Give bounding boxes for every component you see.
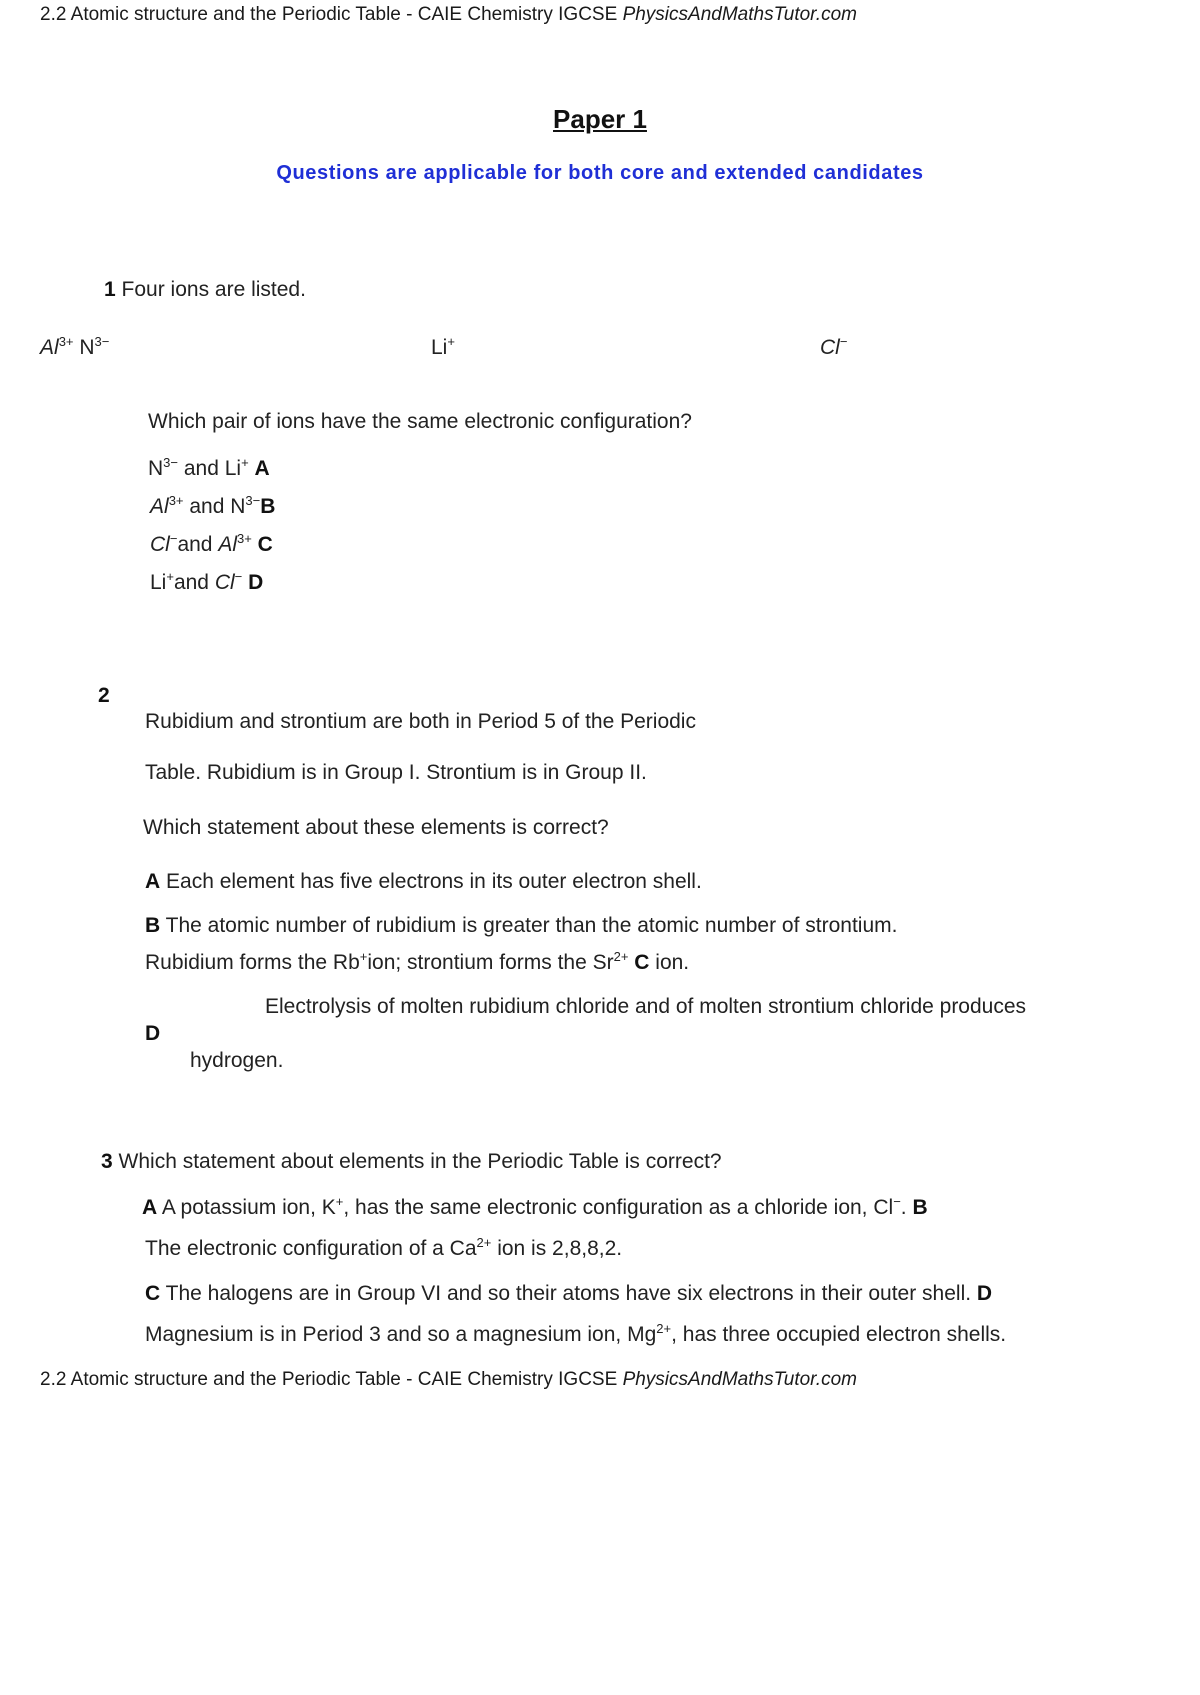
- q3-number: 3: [101, 1150, 113, 1173]
- q2-opt-a-letter: A: [145, 870, 161, 893]
- q1-stem-line: [104, 278, 306, 302]
- q3-opt-b-pre: The electronic configuration of a Ca: [145, 1237, 477, 1260]
- opt-b-ion1: Al: [150, 495, 169, 518]
- q3-question-line: [101, 1150, 722, 1174]
- q3-option-b: [145, 1237, 622, 1261]
- q2-option-d-letter: [145, 1022, 160, 1046]
- opt-c-ion2: Al: [218, 533, 237, 556]
- q1-ion-al: [40, 336, 109, 360]
- ion-n-base: N: [79, 336, 95, 359]
- opt-a-letter: A: [254, 457, 270, 480]
- opt-b-ion2-charge: 3−: [245, 493, 261, 508]
- q2-opt-a-text: Each element has five electrons in its outer electron shell.: [166, 870, 702, 893]
- q1-ion-li: [431, 336, 455, 360]
- ion-al-base: Al: [40, 336, 59, 359]
- opt-d-ion2: Cl: [214, 571, 235, 594]
- q2-line1: Rubidium and strontium are both in Period 5 of the Periodic: [145, 710, 696, 733]
- q3-opt-a-post: .: [900, 1196, 907, 1219]
- q3-opt-a-mid: , has the same electronic configuration as a chloride ion, Cl: [343, 1196, 894, 1219]
- ion-li-charge: +: [447, 334, 455, 349]
- q2-opt-c-mid: ion; strontium forms the Sr: [367, 951, 614, 974]
- q2-option-c: [145, 951, 689, 975]
- q3-option-d: [145, 1323, 1006, 1347]
- q1-option-a: [148, 457, 270, 481]
- q3-opt-b-letter: B: [912, 1196, 928, 1219]
- opt-a-ion1: N: [148, 457, 164, 480]
- opt-a-ion2: Li: [224, 457, 242, 480]
- q3-opt-b-charge: 2+: [476, 1235, 492, 1250]
- q2-question: Which statement about these elements is correct?: [143, 816, 609, 839]
- q2-opt-c-post: ion.: [655, 951, 690, 974]
- q3-opt-c-text: The halogens are in Group VI and so their atoms have six electrons in their outer shell.: [165, 1282, 972, 1305]
- q2-opt-b-letter: B: [145, 914, 161, 937]
- q2-number: [98, 684, 110, 708]
- q2-option-d-line2: hydrogen.: [190, 1049, 284, 1072]
- q2-opt-d-letter-text: D: [145, 1022, 161, 1045]
- q2-option-a: [145, 870, 702, 894]
- ion-cl-base: Cl: [820, 336, 840, 359]
- q2-option-d-line1: Electrolysis of molten rubidium chloride and of molten strontium chloride produces: [265, 995, 1027, 1018]
- opt-c-letter: C: [257, 533, 273, 556]
- ion-li-base: Li: [431, 336, 448, 359]
- q3-opt-a-letter: A: [142, 1196, 158, 1219]
- page-header: [40, 4, 857, 26]
- ion-al-charge: 3+: [58, 334, 74, 349]
- q3-option-c: [145, 1282, 992, 1306]
- q3-opt-a-pre: A potassium ion, K: [161, 1196, 336, 1219]
- q1-ion-cl: [820, 336, 847, 360]
- opt-b-ion2: N: [230, 495, 246, 518]
- opt-b-letter: B: [260, 495, 276, 518]
- page-title: Paper 1: [553, 104, 647, 134]
- opt-c-ion2-charge: 3+: [237, 531, 252, 546]
- q2-line2: Table. Rubidium is in Group I. Strontium is in Group II.: [145, 761, 647, 784]
- q1-question: Which pair of ions have the same electronic configuration?: [148, 410, 692, 433]
- q3-opt-a-k-charge: +: [335, 1194, 344, 1209]
- q2-opt-c-letter: C: [634, 951, 650, 974]
- opt-d-ion2-charge: −: [234, 569, 243, 584]
- opt-a-ion1-charge: 3−: [163, 455, 178, 470]
- q2-number-text: 2: [98, 684, 110, 707]
- opt-c-ion1-charge: −: [169, 531, 178, 546]
- opt-c-ion1: Cl: [150, 533, 170, 556]
- opt-d-ion1-charge: +: [166, 569, 174, 584]
- opt-d-letter: D: [248, 571, 264, 594]
- q2-opt-c-rb-charge: +: [359, 949, 368, 964]
- ion-n-charge: 3−: [94, 334, 110, 349]
- opt-d-join: and: [173, 571, 215, 594]
- q1-option-b: [150, 495, 275, 519]
- q3-opt-c-letter: C: [145, 1282, 161, 1305]
- q1-stem: Four ions are listed.: [121, 278, 306, 301]
- header-text: 2.2 Atomic structure and the Periodic Table - CAIE Chemistry IGCSE: [40, 4, 618, 25]
- q1-option-c: [150, 533, 273, 557]
- page-subtitle: Questions are applicable for both core and extended candidates: [276, 162, 924, 184]
- opt-c-join: and: [177, 533, 219, 556]
- q3-opt-a-cl-charge: −: [893, 1194, 901, 1209]
- q3-opt-b-post: ion is 2,8,8,2.: [497, 1237, 623, 1260]
- q3-opt-d-letter: D: [976, 1282, 993, 1305]
- q3-opt-d-post: , has three occupied electron shells.: [671, 1323, 1007, 1346]
- q3-opt-d-charge: 2+: [656, 1321, 672, 1336]
- footer-site: PhysicsAndMathsTutor.com: [622, 1369, 857, 1390]
- opt-b-ion1-charge: 3+: [168, 493, 184, 508]
- opt-b-join: and: [183, 495, 231, 518]
- opt-d-ion1: Li: [150, 571, 167, 594]
- ion-cl-charge: −: [839, 334, 848, 349]
- q3-opt-d-pre: Magnesium is in Period 3 and so a magnesium ion, Mg: [145, 1323, 657, 1346]
- header-site: PhysicsAndMathsTutor.com: [622, 4, 857, 25]
- q2-option-b: [145, 914, 897, 938]
- opt-a-join: and: [178, 457, 225, 480]
- footer-text: 2.2 Atomic structure and the Periodic Table - CAIE Chemistry IGCSE: [40, 1369, 618, 1390]
- q1-number: 1: [104, 278, 116, 301]
- q1-option-d: [150, 571, 263, 595]
- opt-a-ion2-charge: +: [241, 455, 249, 470]
- q2-opt-c-pre: Rubidium forms the Rb: [145, 951, 360, 974]
- q2-opt-b-text: The atomic number of rubidium is greater than the atomic number of strontium.: [165, 914, 898, 937]
- q2-opt-c-sr-charge: 2+: [613, 949, 629, 964]
- q3-option-a: [142, 1196, 928, 1220]
- page-footer: [40, 1369, 857, 1391]
- q3-question: Which statement about elements in the Periodic Table is correct?: [118, 1150, 722, 1173]
